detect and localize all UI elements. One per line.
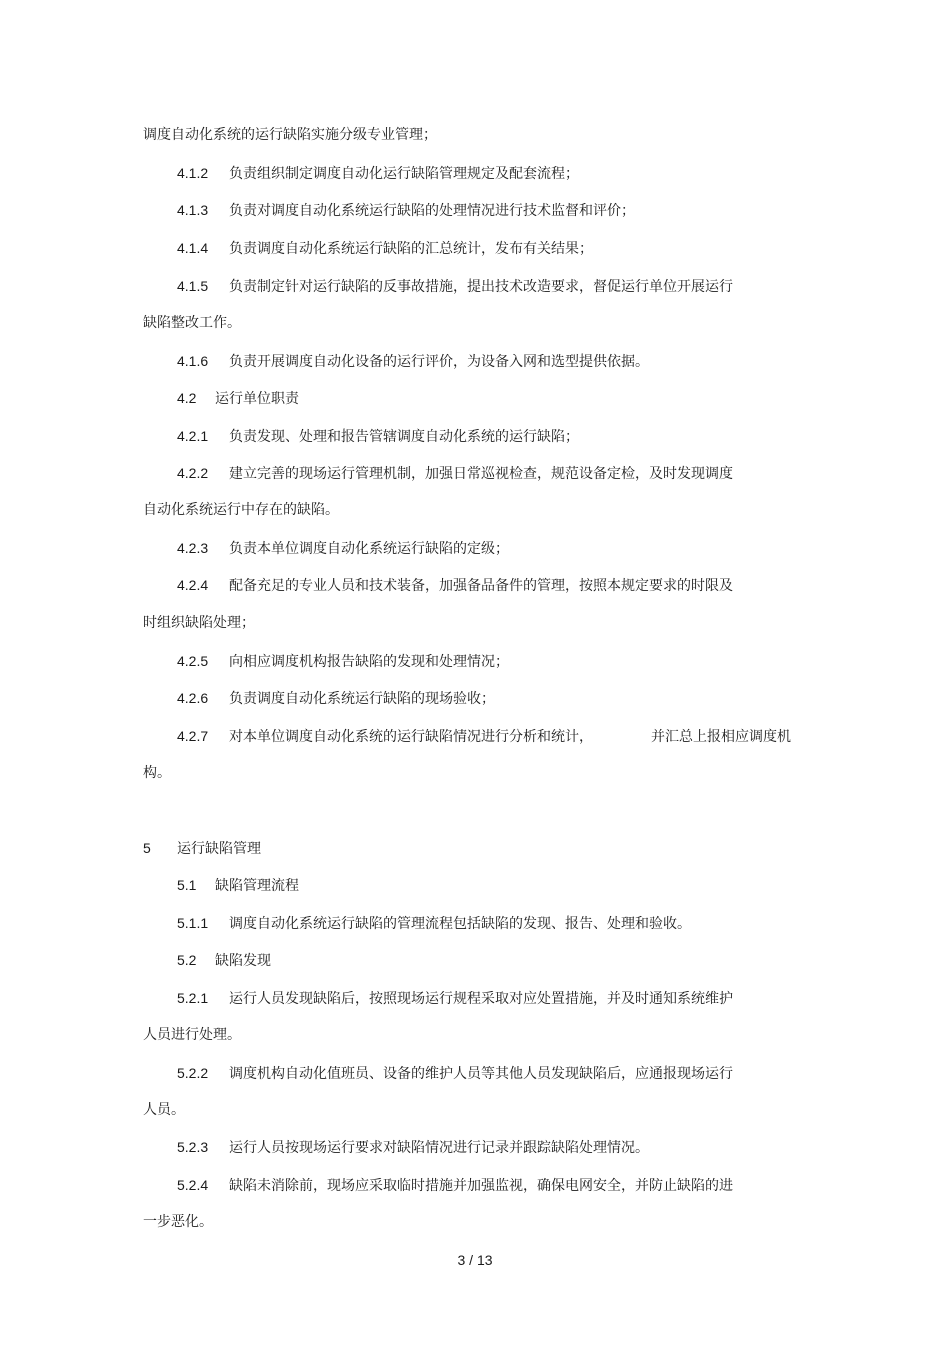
section-5-1 xyxy=(177,876,299,895)
clause-number: 4.1.3 xyxy=(177,202,209,218)
chapter-heading: 运行缺陷管理 xyxy=(177,841,261,857)
page-number: 3 / 13 xyxy=(457,1252,493,1268)
line-text: 人员进行处理。 xyxy=(143,1027,241,1043)
clause-4-2-7 xyxy=(177,727,791,746)
clause-number: 4.1.4 xyxy=(177,240,209,256)
clause-text: 负责组织制定调度自动化运行缺陷管理规定及配套流程； xyxy=(229,166,579,182)
clause-4-2-3 xyxy=(177,539,509,558)
clause-5-2-2 xyxy=(177,1064,733,1083)
clause-number: 4.2.3 xyxy=(177,540,209,556)
clause-text: 调度机构自动化值班员、设备的维护人员等其他人员发现缺陷后，应通报现场运行 xyxy=(229,1066,733,1082)
clause-number: 4.2.2 xyxy=(177,465,209,481)
clause-text: 负责发现、处理和报告管辖调度自动化系统的运行缺陷； xyxy=(229,429,579,445)
clause-text: 对本单位调度自动化系统的运行缺陷情况进行分析和统计， xyxy=(229,729,593,745)
clause-number: 4.2.5 xyxy=(177,653,209,669)
clause-text: 运行人员发现缺陷后，按照现场运行规程采取对应处置措施，并及时通知系统维护 xyxy=(229,991,733,1007)
clause-5-1-1 xyxy=(177,914,691,933)
clause-5-2-1 xyxy=(177,989,733,1008)
clause-4-1-3 xyxy=(177,201,635,220)
clause-number: 5.2.2 xyxy=(177,1065,209,1081)
chapter-number: 5 xyxy=(143,840,151,856)
clause-4-1-2 xyxy=(177,164,579,183)
line-text: 调度自动化系统的运行缺陷实施分级专业管理； xyxy=(143,127,437,143)
clause-number: 5.2.1 xyxy=(177,990,209,1006)
clause-text: 负责本单位调度自动化系统运行缺陷的定级； xyxy=(229,541,509,557)
continuation-line xyxy=(143,1213,213,1231)
line-text: 时组织缺陷处理； xyxy=(143,615,255,631)
clause-text: 缺陷未消除前，现场应采取临时措施并加强监视，确保电网安全，并防止缺陷的进 xyxy=(229,1178,733,1194)
clause-number: 4.2.6 xyxy=(177,690,209,706)
clause-text: 负责开展调度自动化设备的运行评价，为设备入网和选型提供依据。 xyxy=(229,354,649,370)
section-heading: 缺陷发现 xyxy=(215,953,271,969)
continuation-line xyxy=(143,126,437,144)
clause-5-2-3 xyxy=(177,1138,649,1157)
clause-number: 4.2.1 xyxy=(177,428,209,444)
line-text: 人员。 xyxy=(143,1102,185,1118)
clause-number: 4.2.7 xyxy=(177,728,209,744)
clause-number: 4.2.4 xyxy=(177,577,209,593)
section-number: 5.1 xyxy=(177,877,197,893)
clause-text: 调度自动化系统运行缺陷的管理流程包括缺陷的发现、报告、处理和验收。 xyxy=(229,916,691,932)
line-text: 缺陷整改工作。 xyxy=(143,315,241,331)
chapter-5 xyxy=(143,839,261,858)
continuation-line xyxy=(143,1101,185,1119)
line-text: 自动化系统运行中存在的缺陷。 xyxy=(143,502,339,518)
clause-text: 配备充足的专业人员和技术装备，加强备品备件的管理，按照本规定要求的时限及 xyxy=(229,578,733,594)
clause-number: 5.2.3 xyxy=(177,1139,209,1155)
clause-text: 负责对调度自动化系统运行缺陷的处理情况进行技术监督和评价； xyxy=(229,203,635,219)
clause-4-2-4 xyxy=(177,576,733,595)
clause-number: 5.2.4 xyxy=(177,1177,209,1193)
continuation-line xyxy=(143,1026,241,1044)
section-5-2 xyxy=(177,951,271,970)
line-text: 构。 xyxy=(143,765,171,781)
clause-4-1-5 xyxy=(177,277,733,296)
clause-text: 负责调度自动化系统运行缺陷的汇总统计，发布有关结果； xyxy=(229,241,593,257)
line-text: 一步恶化。 xyxy=(143,1214,213,1230)
clause-4-2-6 xyxy=(177,689,495,708)
clause-4-1-4 xyxy=(177,239,593,258)
continuation-line xyxy=(143,614,255,632)
section-heading: 运行单位职责 xyxy=(215,391,299,407)
clause-5-2-4 xyxy=(177,1176,733,1195)
clause-number: 5.1.1 xyxy=(177,915,209,931)
clause-text-continued: 并汇总上报相应调度机 xyxy=(651,729,791,745)
continuation-line xyxy=(143,501,339,519)
clause-text: 建立完善的现场运行管理机制，加强日常巡视检查，规范设备定检，及时发现调度 xyxy=(229,466,733,482)
section-heading: 缺陷管理流程 xyxy=(215,878,299,894)
clause-text: 运行人员按现场运行要求对缺陷情况进行记录并跟踪缺陷处理情况。 xyxy=(229,1140,649,1156)
clause-number: 4.1.2 xyxy=(177,165,209,181)
clause-text: 向相应调度机构报告缺陷的发现和处理情况； xyxy=(229,654,509,670)
continuation-line xyxy=(143,314,241,332)
clause-4-1-6 xyxy=(177,352,649,371)
clause-text: 负责制定针对运行缺陷的反事故措施，提出技术改造要求，督促运行单位开展运行 xyxy=(229,279,733,295)
section-number: 4.2 xyxy=(177,390,197,406)
clause-number: 4.1.5 xyxy=(177,278,209,294)
section-4-2 xyxy=(177,389,299,408)
clause-number: 4.1.6 xyxy=(177,353,209,369)
continuation-line xyxy=(143,764,171,782)
clause-4-2-5 xyxy=(177,652,509,671)
clause-text: 负责调度自动化系统运行缺陷的现场验收； xyxy=(229,691,495,707)
clause-4-2-2 xyxy=(177,464,733,483)
clause-4-2-1 xyxy=(177,427,579,446)
section-number: 5.2 xyxy=(177,952,197,968)
